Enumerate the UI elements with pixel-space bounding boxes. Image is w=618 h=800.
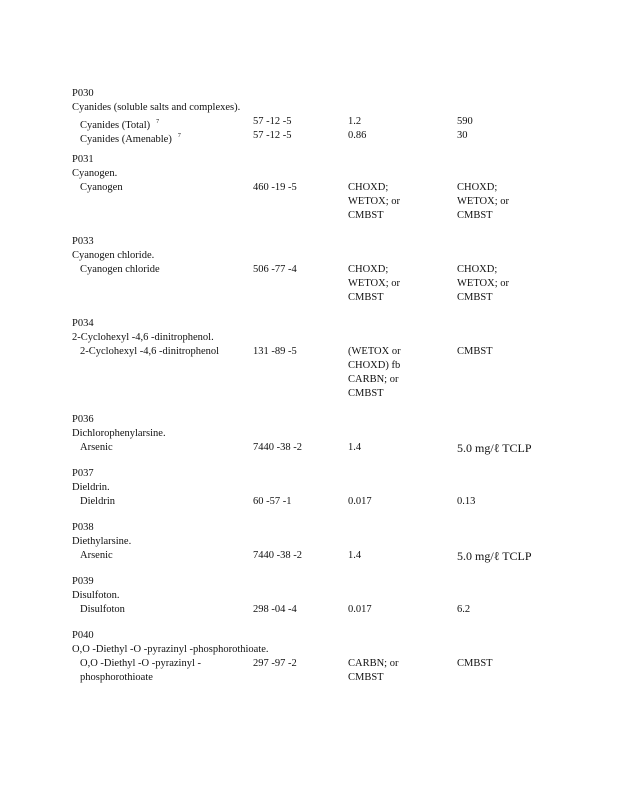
constituent-name: Arsenic <box>80 442 113 453</box>
wastewater-standard: 1.4 <box>348 442 362 453</box>
waste-description: Cyanides (soluble salts and complexes). <box>72 102 241 113</box>
nonwastewater-standard: 0.13 <box>457 496 476 507</box>
wastewater-standard: 1.2 <box>348 116 362 127</box>
cas-number: 506 -77 -4 <box>253 264 297 275</box>
cas-number: 131 -89 -5 <box>253 346 297 357</box>
constituent-name: Dieldrin <box>80 496 115 507</box>
wastewater-standard: WETOX; or <box>348 278 401 289</box>
waste-code: P038 <box>72 522 94 533</box>
constituent-name: Cyanides (Total) $^7$ <box>80 119 160 131</box>
wastewater-standard: CARBN; or <box>348 658 399 669</box>
wastewater-standard: (WETOX or <box>348 346 401 357</box>
wastewater-standard: CMBST <box>348 672 384 683</box>
nonwastewater-standard: 5.0 mg/ℓ TCLP <box>457 549 532 563</box>
cas-number: 60 -57 -1 <box>253 496 292 507</box>
constituent-name: Cyanogen chloride <box>80 264 160 275</box>
wastewater-standard: WETOX; or <box>348 196 401 207</box>
waste-code: P040 <box>72 630 94 641</box>
nonwastewater-standard: CHOXD; <box>457 264 498 275</box>
wastewater-standard: CHOXD) fb <box>348 360 401 371</box>
footnote-ref: 7 <box>177 133 181 139</box>
waste-description: Dieldrin. <box>72 482 110 493</box>
constituent-name: Cyanides (Amenable) $^7$ <box>80 133 181 145</box>
nonwastewater-standard: CMBST <box>457 292 493 303</box>
nonwastewater-standard: 30 <box>457 130 468 141</box>
wastewater-standard: CMBST <box>348 210 384 221</box>
waste-code: P030 <box>72 88 94 99</box>
footnote-ref: 7 <box>156 119 160 125</box>
waste-code: P037 <box>72 468 94 479</box>
cas-number: 57 -12 -5 <box>253 116 292 127</box>
nonwastewater-standard: 590 <box>457 116 473 127</box>
waste-code: P034 <box>72 318 94 329</box>
cas-number: 460 -19 -5 <box>253 182 297 193</box>
cas-number: 57 -12 -5 <box>253 130 292 141</box>
wastewater-standard: CHOXD; <box>348 264 389 275</box>
nonwastewater-standard: 5.0 mg/ℓ TCLP <box>457 441 532 455</box>
wastewater-standard: CMBST <box>348 388 384 399</box>
nonwastewater-standard: 6.2 <box>457 604 471 615</box>
cas-number: 7440 -38 -2 <box>253 550 302 561</box>
cas-number: 7440 -38 -2 <box>253 442 302 453</box>
wastewater-standard: CMBST <box>348 292 384 303</box>
waste-description: Dichlorophenylarsine. <box>72 428 166 439</box>
wastewater-standard: 0.017 <box>348 604 372 615</box>
wastewater-standard: 0.017 <box>348 496 372 507</box>
waste-code: P039 <box>72 576 94 587</box>
waste-code: P031 <box>72 154 94 165</box>
constituent-name: Arsenic <box>80 550 113 561</box>
nonwastewater-standard: CHOXD; <box>457 182 498 193</box>
cas-number: 297 -97 -2 <box>253 658 297 669</box>
cas-number: 298 -04 -4 <box>253 604 297 615</box>
nonwastewater-standard: CMBST <box>457 346 493 357</box>
waste-code: P036 <box>72 414 94 425</box>
wastewater-standard: 0.86 <box>348 130 367 141</box>
nonwastewater-standard: CMBST <box>457 658 493 669</box>
constituent-name: Disulfoton <box>80 604 125 615</box>
constituent-name: 2-Cyclohexyl -4,6 -dinitrophenol <box>80 346 220 357</box>
wastewater-standard: 1.4 <box>348 550 362 561</box>
nonwastewater-standard: WETOX; or <box>457 278 510 289</box>
waste-description: Cyanogen. <box>72 168 118 179</box>
constituent-name-cont: phosphorothioate <box>80 672 153 683</box>
wastewater-standard: CHOXD; <box>348 182 389 193</box>
waste-description: Disulfoton. <box>72 590 120 601</box>
nonwastewater-standard: CMBST <box>457 210 493 221</box>
nonwastewater-standard: WETOX; or <box>457 196 510 207</box>
waste-description: Diethylarsine. <box>72 536 132 547</box>
constituent-name: Cyanogen <box>80 182 123 193</box>
waste-description: Cyanogen chloride. <box>72 250 155 261</box>
waste-code: P033 <box>72 236 94 247</box>
waste-description: 2-Cyclohexyl -4,6 -dinitrophenol. <box>72 332 214 343</box>
wastewater-standard: CARBN; or <box>348 374 399 385</box>
waste-description: O,O -Diethyl -O -pyrazinyl -phosphorothioate. <box>72 644 269 655</box>
constituent-name: O,O -Diethyl -O -pyrazinyl - <box>80 658 202 669</box>
